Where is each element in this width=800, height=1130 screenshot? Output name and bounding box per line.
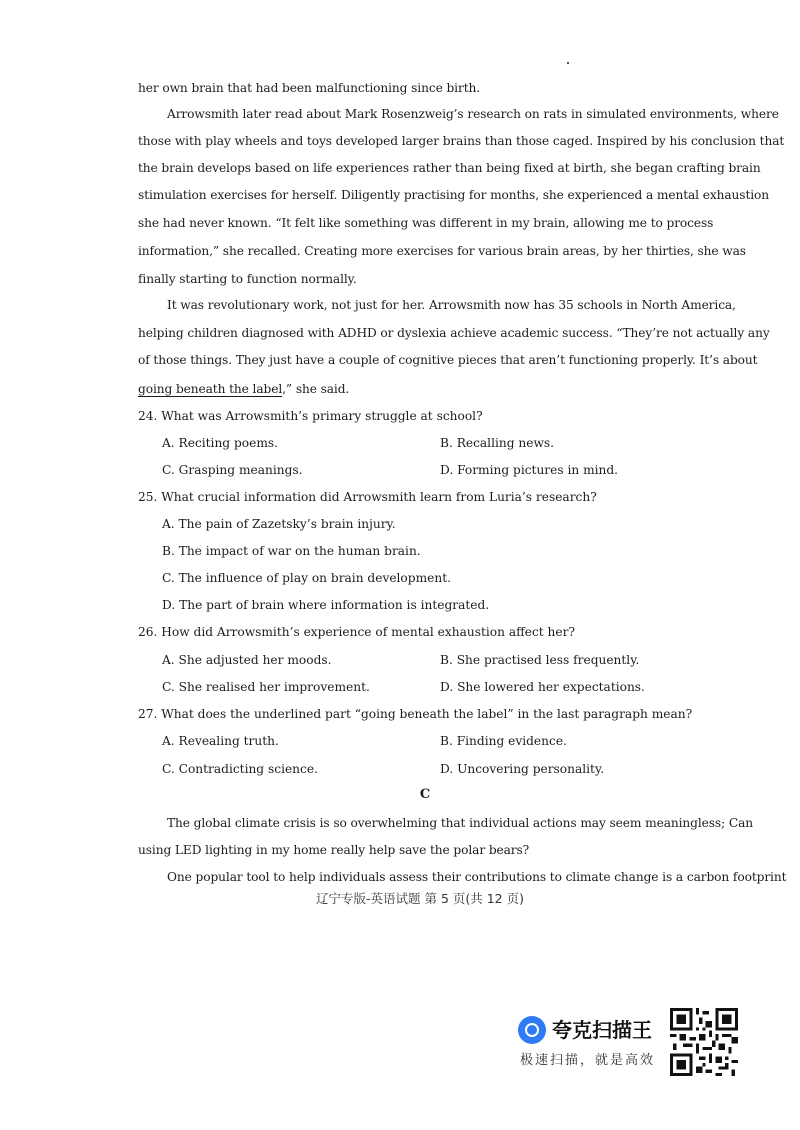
passage-line: helping children diagnosed with ADHD or dyslexia achieve academic success. “They’re not actually any <box>138 326 770 340</box>
option-a: A. Reciting poems. <box>162 436 279 450</box>
passage-line-rest: ,” she said. <box>282 382 350 396</box>
scanner-logo-icon <box>518 1016 546 1044</box>
passage-line: of those things. They just have a couple of cognitive pieces that aren’t functioning properly. It’s about <box>138 353 758 367</box>
option-d: D. Forming pictures in mind. <box>440 463 619 477</box>
option-c: C. She realised her improvement. <box>162 680 370 694</box>
option-d: D. Uncovering personality. <box>440 762 605 776</box>
passage-last-line <box>138 381 718 397</box>
passage-line: Arrowsmith later read about Mark Rosenzweig’s research on rats in simulated environments, where <box>167 107 779 121</box>
option-a: A. She adjusted her moods. <box>162 653 332 667</box>
question-stem: 26. How did Arrowsmith’s experience of mental exhaustion affect her? <box>138 625 575 639</box>
passage-line: finally starting to function normally. <box>138 272 357 286</box>
scanner-tagline: 极速扫描，就是高效 <box>520 1053 656 1068</box>
passage-line: It was revolutionary work, not just for her. Arrowsmith now has 35 schools in North America, <box>167 298 736 312</box>
passage-line: the brain develops based on life experiences rather than being fixed at birth, she began crafting brain <box>138 161 761 175</box>
option-a: A. The pain of Zazetsky’s brain injury. <box>162 517 396 531</box>
option-d: D. The part of brain where information is integrated. <box>162 598 490 612</box>
option-c: C. The influence of play on brain development. <box>162 571 451 585</box>
section-heading: C <box>419 787 431 802</box>
passage-line: using LED lighting in my home really help save the polar bears? <box>138 843 530 857</box>
question-stem: 25. What crucial information did Arrowsmith learn from Luria’s research? <box>138 490 597 504</box>
qr-code-icon <box>670 1008 738 1076</box>
option-a: A. Revealing truth. <box>162 734 279 748</box>
passage-line: those with play wheels and toys developed larger brains than those caged. Inspired by his conclusion that <box>138 134 785 148</box>
passage-line: stimulation exercises for herself. Diligently practising for months, she experienced a mental exhaustion <box>138 188 770 202</box>
question-stem: 24. What was Arrowsmith’s primary struggle at school? <box>138 409 483 423</box>
option-c: C. Grasping meanings. <box>162 463 303 477</box>
underlined-phrase: going beneath the label <box>138 382 283 396</box>
option-b: B. The impact of war on the human brain. <box>162 544 421 558</box>
question-stem: 27. What does the underlined part “going beneath the label” in the last paragraph mean? <box>138 707 693 721</box>
passage-line: The global climate crisis is so overwhelming that individual actions may seem meaningless; Can <box>167 816 753 830</box>
scan-speck <box>567 62 569 64</box>
page-footer: 辽宁专版-英语试题 第 5 页(共 12 页) <box>316 891 524 906</box>
passage-line: her own brain that had been malfunctioning since birth. <box>138 81 481 95</box>
passage-line: information,” she recalled. Creating more exercises for various brain areas, by her thirties, she was <box>138 244 746 258</box>
option-b: B. Recalling news. <box>440 436 555 450</box>
option-d: D. She lowered her expectations. <box>440 680 645 694</box>
option-b: B. Finding evidence. <box>440 734 567 748</box>
scanner-brand-name: 夸克扫描王 <box>552 1018 652 1042</box>
option-b: B. She practised less frequently. <box>440 653 640 667</box>
option-c: C. Contradicting science. <box>162 762 318 776</box>
passage-line: One popular tool to help individuals assess their contributions to climate change is a carbon footprint <box>167 870 787 884</box>
passage-line: she had never known. “It felt like something was different in my brain, allowing me to process <box>138 216 714 230</box>
scanner-watermark <box>518 1014 668 1074</box>
